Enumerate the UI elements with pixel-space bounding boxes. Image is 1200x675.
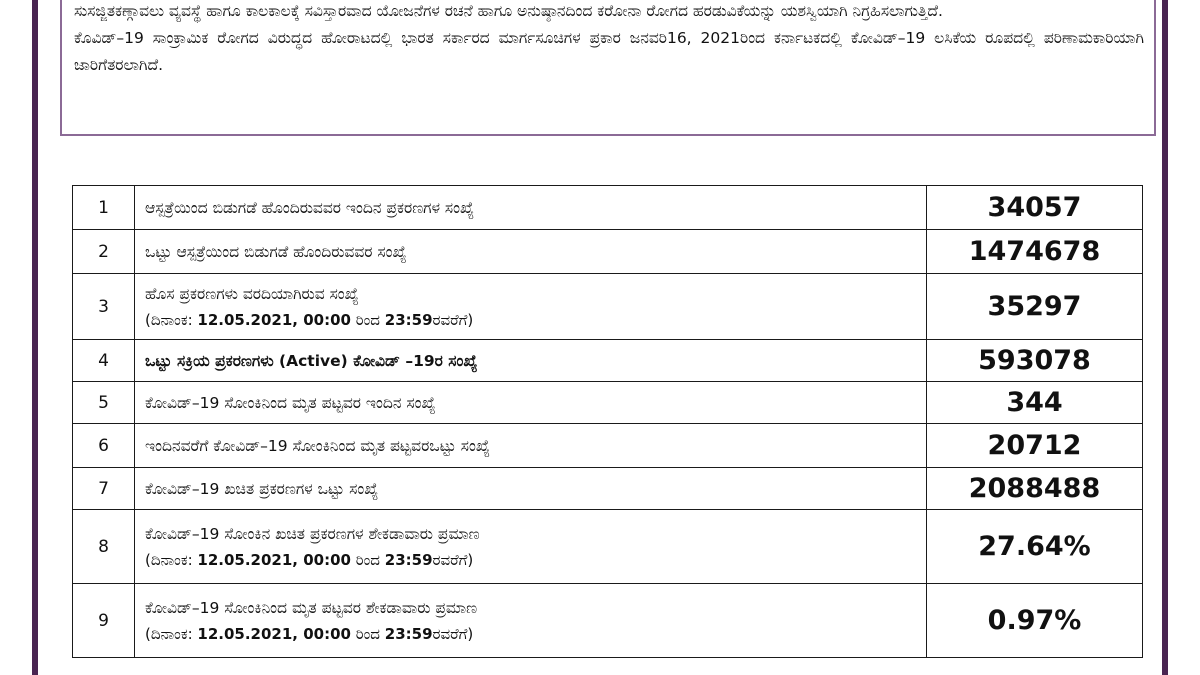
row-number: 9 [73, 584, 135, 658]
table-row [73, 424, 1143, 468]
row-value: 344 [927, 382, 1143, 424]
page-frame-left [32, 0, 38, 675]
table-row [73, 584, 1143, 658]
row-number: 1 [73, 186, 135, 230]
row-label-cell [135, 274, 927, 340]
row-value: 1474678 [927, 230, 1143, 274]
date-note-prefix: (ದಿನಾಂಕ: [145, 624, 198, 643]
intro-paragraph-1: ಸುಸಜ್ಜಿತಕಣ್ಗಾವಲು ವ್ಯವಸ್ಥೆ ಹಾಗೂ ಕಾಲಕಾಲಕ್ಕೆ ಸವಿಸ್ತಾರವಾದ ಯೋಜನೆಗಳ ರಚನೆ ಹಾಗೂ ಅನುಷ್ಠಾನದಿಂದ ಕರೋನಾ ರೋಗದ ಹರಡುವಿಕೆಯನ್ನು ಯಶಸ್ವಿಯಾಗಿ ನಿಗ್ರಹಿಸಲಾಗುತ್ತಿದೆ. [74, 2, 943, 20]
date-note-end-time: 23:59 [384, 624, 433, 643]
row-value: 20712 [927, 424, 1143, 468]
row-value: 35297 [927, 274, 1143, 340]
row-label: ಕೋವಿಡ್–19 ಸೋಂಕಿನಿಂದ ಮೃತ ಪಟ್ಟವರ ಶೇಕಡಾವಾರು ಪ್ರಮಾಣ [145, 598, 478, 617]
intro-paragraph-box [60, 0, 1156, 136]
date-note-end-time: 23:59 [384, 310, 433, 329]
table-row [73, 340, 1143, 382]
table-row [73, 230, 1143, 274]
row-number: 8 [73, 510, 135, 584]
row-number: 4 [73, 340, 135, 382]
date-note-suffix: ರವರೆಗೆ) [432, 310, 474, 329]
row-value: 34057 [927, 186, 1143, 230]
row-label-cell [135, 510, 927, 584]
date-note-middle: ರಿಂದ [350, 550, 385, 569]
date-note-middle: ರಿಂದ [350, 624, 385, 643]
row-label: ಇಂದಿನವರೆಗೆ ಕೋವಿಡ್–19 ಸೋಂಕಿನಿಂದ ಮೃತ ಪಟ್ಟವರಒಟ್ಟು ಸಂಖ್ಯೆ [135, 424, 927, 468]
page-frame-right [1162, 0, 1168, 675]
row-label-cell [135, 584, 927, 658]
date-note-suffix: ರವರೆಗೆ) [432, 624, 474, 643]
row-number: 5 [73, 382, 135, 424]
date-note-prefix: (ದಿನಾಂಕ: [145, 310, 198, 329]
table-row [73, 382, 1143, 424]
row-label: ಒಟ್ಟು ಸಕ್ರಿಯ ಪ್ರಕರಣಗಳು (Active) ಕೋವಿಡ್ –19ರ ಸಂಖ್ಯೆ [135, 340, 927, 382]
row-label: ಕೋವಿಡ್–19 ಸೋಂಕಿನ ಖಚಿತ ಪ್ರಕರಣಗಳ ಶೇಕಡಾವಾರು ಪ್ರಮಾಣ [145, 524, 480, 543]
intro-paragraph-2: ಕೊವಿಡ್–19 ಸಾಂಕ್ರಾಮಿಕ ರೋಗದ ವಿರುದ್ಧದ ಹೋರಾಟದಲ್ಲಿ ಭಾರತ ಸರ್ಕಾರದ ಮಾರ್ಗಸೂಚಿಗಳ ಪ್ರಕಾರ ಜನವರಿ16, 2021ರಿಂದ ಕರ್ನಾಟಕದಲ್ಲಿ ಕೋವಿಡ್–19 ಲಸಿಕೆಯ ರೂಪದಲ್ಲಿ ಪರಿಣಾಮಕಾರಿಯಾಗಿ ಜಾರಿಗೆತರಲಾಗಿದೆ. [74, 29, 1144, 74]
row-label: ಹೊಸ ಪ್ರಕರಣಗಳು ವರದಿಯಾಗಿರುವ ಸಂಖ್ಯೆ [145, 284, 359, 303]
table-row [73, 186, 1143, 230]
date-range-note [145, 307, 916, 333]
row-label: ಕೋವಿಡ್–19 ಖಚಿತ ಪ್ರಕರಣಗಳ ಒಟ್ಟು ಸಂಖ್ಯೆ [135, 468, 927, 510]
row-value: 27.64% [927, 510, 1143, 584]
date-note-date-time: 12.05.2021, 00:00 [197, 310, 351, 329]
date-note-date-time: 12.05.2021, 00:00 [197, 550, 351, 569]
date-note-end-time: 23:59 [384, 550, 433, 569]
row-label: ಒಟ್ಟು ಆಸ್ಪತ್ರೆಯಿಂದ ಬಿಡುಗಡೆ ಹೊಂದಿರುವವರ ಸಂಖ್ಯೆ [135, 230, 927, 274]
table-row [73, 274, 1143, 340]
date-range-note [145, 621, 916, 647]
table-row [73, 510, 1143, 584]
row-number: 2 [73, 230, 135, 274]
date-range-note [145, 547, 916, 573]
row-value: 593078 [927, 340, 1143, 382]
covid-stats-table [72, 185, 1143, 658]
row-number: 7 [73, 468, 135, 510]
row-label: ಆಸ್ಪತ್ರೆಯಿಂದ ಬಿಡುಗಡೆ ಹೊಂದಿರುವವರ ಇಂದಿನ ಪ್ರಕರಣಗಳ ಸಂಖ್ಯೆ [135, 186, 927, 230]
row-number: 3 [73, 274, 135, 340]
date-note-middle: ರಿಂದ [350, 310, 385, 329]
date-note-suffix: ರವರೆಗೆ) [432, 550, 474, 569]
date-note-prefix: (ದಿನಾಂಕ: [145, 550, 198, 569]
row-label: ಕೋವಿಡ್–19 ಸೋಂಕಿನಿಂದ ಮೃತ ಪಟ್ಟವರ ಇಂದಿನ ಸಂಖ್ಯೆ [135, 382, 927, 424]
row-value: 0.97% [927, 584, 1143, 658]
row-value: 2088488 [927, 468, 1143, 510]
row-number: 6 [73, 424, 135, 468]
date-note-date-time: 12.05.2021, 00:00 [197, 624, 351, 643]
table-row [73, 468, 1143, 510]
